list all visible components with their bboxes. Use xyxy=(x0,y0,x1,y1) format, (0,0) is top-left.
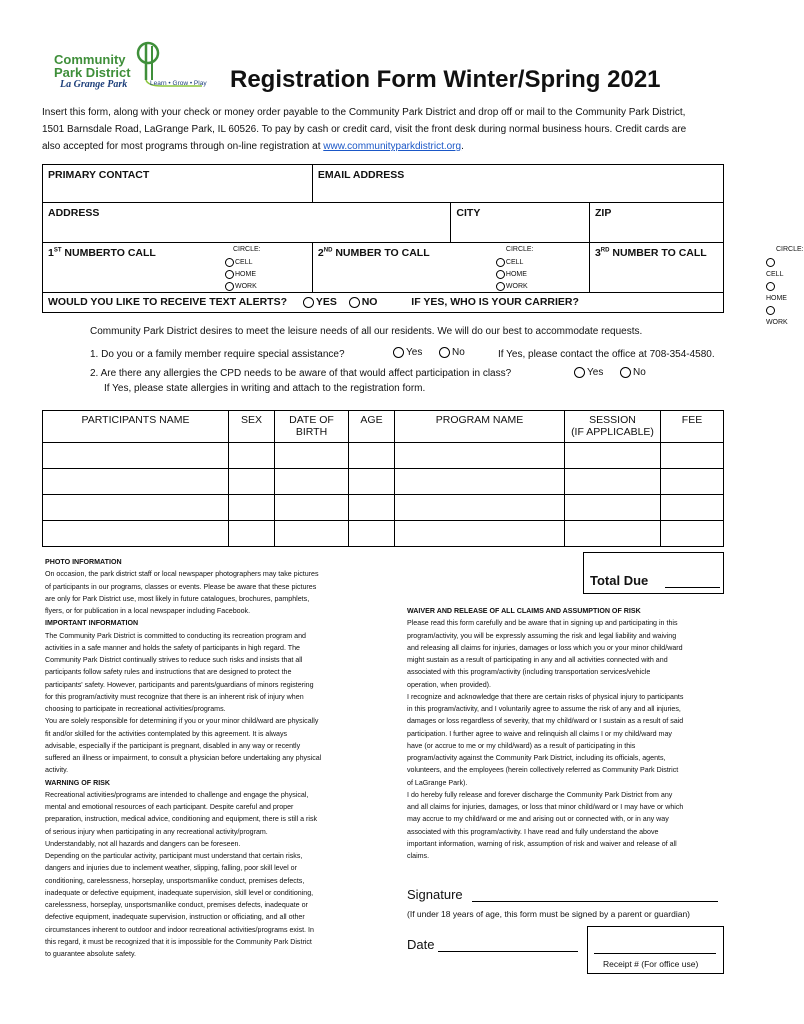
waiver-column xyxy=(407,605,727,862)
text-line: advisable, especially if the participant is pregnant, disabled in any way or recently xyxy=(45,741,301,750)
text-line: program/activity, you will be expressly assuming the risk and legal liability and waiving xyxy=(407,631,677,640)
number-3-sup: RD xyxy=(600,247,610,254)
text-alerts-no[interactable] xyxy=(349,296,378,308)
col-age: AGE xyxy=(349,411,395,443)
table-cell[interactable] xyxy=(43,469,229,495)
number-2-label: 2ND NUMBER TO CALL xyxy=(317,247,430,259)
form-title: Registration Form Winter/Spring 2021 xyxy=(230,66,661,93)
cell-option-3[interactable] xyxy=(766,257,788,281)
intro-line-3-suffix: . xyxy=(461,141,464,152)
session-line-2: (IF APPLICABLE) xyxy=(571,426,654,438)
work-label: WORK xyxy=(235,283,257,290)
participants-header-row xyxy=(43,411,724,443)
number-3-field[interactable] xyxy=(589,243,804,326)
receipt-field[interactable] xyxy=(594,953,716,954)
text-alerts-row xyxy=(43,293,724,313)
no-label: No xyxy=(633,367,646,379)
primary-contact-field[interactable] xyxy=(43,165,313,203)
text-line: Community Park District continually strives to reduce such risks and insists that all xyxy=(45,656,303,664)
table-row xyxy=(43,521,724,547)
radio-circle-icon xyxy=(225,258,234,267)
col-program-name: PROGRAM NAME xyxy=(395,411,565,443)
radio-circle-icon xyxy=(496,258,505,267)
table-cell[interactable] xyxy=(395,495,565,521)
table-cell[interactable] xyxy=(229,443,275,469)
cell-option-1[interactable] xyxy=(225,257,257,269)
text-line: associated with this program/activity (including transportation services/vehicle xyxy=(407,668,651,677)
text-line: of serious injury when participating in any recreational activity/program. xyxy=(45,827,268,836)
information-column xyxy=(45,556,375,960)
text-line: are only for Park District use, most likely in future catalogues, brochures, pamphlets, xyxy=(45,594,310,603)
total-due-field[interactable] xyxy=(665,587,720,588)
text-line: may accrue to my child/ward or me and arising out or connected with, or in any way xyxy=(407,815,669,824)
text-line: inadequate or defective equipment, inadequate supervision, skill level or conditioning, xyxy=(45,888,314,897)
table-cell[interactable] xyxy=(275,469,349,495)
date-field[interactable] xyxy=(438,951,578,952)
question-2: 2. Are there any allergies the CPD needs to be aware of that would affect participation in class? xyxy=(90,368,512,379)
text-line: mental and emotional resources of each participant. Despite careful and proper xyxy=(45,803,294,811)
total-due-label: Total Due xyxy=(590,573,649,588)
table-cell[interactable] xyxy=(565,443,661,469)
table-cell[interactable] xyxy=(661,521,724,547)
home-option-2[interactable] xyxy=(496,269,528,281)
number-2-rest: NUMBER TO CALL xyxy=(332,247,430,259)
home-label: HOME xyxy=(505,271,527,278)
table-cell[interactable] xyxy=(349,521,395,547)
radio-circle-icon xyxy=(303,297,314,308)
text-alerts-label: WOULD YOU LIKE TO RECEIVE TEXT ALERTS? xyxy=(48,296,287,308)
intro-line-1: Insert this form, along with your check or money order payable to the Community Park District and drop off or mail to the Community Park District, xyxy=(42,107,686,118)
q2-note: If Yes, please state allergies in writing and attach to the registration form. xyxy=(104,383,426,394)
table-cell[interactable] xyxy=(43,443,229,469)
radio-circle-icon xyxy=(766,282,775,291)
important-heading: IMPORTANT INFORMATION xyxy=(45,619,139,628)
col-sex: SEX xyxy=(229,411,275,443)
radio-circle-icon xyxy=(225,270,234,279)
number-1-rest: NUMBERTO CALL xyxy=(61,247,156,259)
table-cell[interactable] xyxy=(661,469,724,495)
table-cell[interactable] xyxy=(395,469,565,495)
intro-line-3-prefix: also accepted for most programs through on-line registration at xyxy=(42,141,324,152)
zip-field[interactable] xyxy=(590,203,724,243)
number-1-field[interactable] xyxy=(43,243,313,293)
text-line: Depending on the particular activity, participant must understand that certain risks, xyxy=(45,852,303,860)
no-label: No xyxy=(452,347,465,359)
text-line: conditioning, carelessness, horseplay, unsportsmanlike conduct, premises defects, xyxy=(45,876,305,885)
home-label: HOME xyxy=(765,295,787,302)
text-alerts-yes[interactable] xyxy=(303,296,337,308)
radio-circle-icon xyxy=(766,306,775,315)
text-line: and all claims for injuries, damages, or loss that minor child/ward or I may have or which xyxy=(407,803,684,811)
website-link[interactable]: www.communityparkdistrict.org xyxy=(323,141,462,152)
receipt-label: Receipt # (For office use) xyxy=(603,959,699,969)
logo-tagline: Learn • Grow • Play xyxy=(150,80,207,87)
table-cell[interactable] xyxy=(43,495,229,521)
warning-heading: WARNING OF RISK xyxy=(45,778,111,787)
table-row xyxy=(43,495,724,521)
col-dob xyxy=(275,411,349,443)
text-line: important information, warning of risk, assumption of risk and waiver and release of all xyxy=(407,839,677,848)
work-label: WORK xyxy=(505,283,528,290)
session-line-1: SESSION xyxy=(589,414,636,426)
date-label: Date xyxy=(407,937,435,952)
text-line: damages or loss regardless of severity, that my child/ward or I sustain as a result of said xyxy=(407,717,684,726)
question-1: 1. Do you or a family member require special assistance? xyxy=(90,349,345,360)
text-line: I do hereby fully release and forever discharge the Community Park District from any xyxy=(407,790,673,799)
zip-label: ZIP xyxy=(595,207,612,219)
leisure-needs-statement: Community Park District desires to meet the leisure needs of all our residents. We will do our best to accommodate requests. xyxy=(90,326,643,337)
table-row xyxy=(43,443,724,469)
text-line: On occasion, the park district staff or local newspaper photographers may take pictures xyxy=(45,570,319,579)
q2-no-option[interactable] xyxy=(620,367,646,378)
text-line: activity. xyxy=(45,766,69,775)
no-label: NO xyxy=(361,296,378,308)
text-line: operation, when provided). xyxy=(407,680,491,689)
radio-circle-icon xyxy=(393,347,404,358)
radio-circle-icon xyxy=(439,347,450,358)
table-cell[interactable] xyxy=(229,495,275,521)
text-line: suffered an illness or impairment, to consult a physician before undertaking any physical xyxy=(45,754,322,762)
email-field[interactable] xyxy=(312,165,723,203)
text-line: The Community Park District is committed to conducting its recreation program and xyxy=(45,631,306,640)
text-line: Understandably, not all hazards and dangers can be foreseen. xyxy=(45,839,241,848)
address-field[interactable] xyxy=(43,203,451,243)
table-cell[interactable] xyxy=(395,521,565,547)
text-line: program/activity against the Community Park District, including its officials, agents, xyxy=(407,754,666,762)
text-line: in this program/activity, and I voluntarily agree to assume the risk of any and all injuries, xyxy=(407,705,681,713)
text-line: defective equipment, inadequate supervision, instruction or officiating, and all other xyxy=(45,913,305,922)
text-line: I recognize and acknowledge that there are certain risks of physical injury to participants xyxy=(407,692,684,701)
table-cell[interactable] xyxy=(349,495,395,521)
logo-line3: La Grange Park xyxy=(60,79,128,90)
radio-circle-icon xyxy=(620,367,631,378)
home-option-1[interactable] xyxy=(225,269,257,281)
text-line: Recreational activities/programs are intended to challenge and engage the physical, xyxy=(45,790,309,799)
signature-label: Signature xyxy=(407,887,463,902)
col-fee: FEE xyxy=(661,411,724,443)
table-cell[interactable] xyxy=(349,443,395,469)
contact-table xyxy=(42,164,804,326)
q1-yes-option[interactable] xyxy=(393,347,422,358)
text-line: flyers, or for publication in a local newspaper including Facebook. xyxy=(45,607,251,615)
circle-label-3: CIRCLE: xyxy=(775,246,804,253)
table-row xyxy=(43,469,724,495)
photo-heading: PHOTO INFORMATION xyxy=(45,558,122,566)
text-line: participants' safety. However, participants and parents/guardians of minors registering xyxy=(45,680,314,689)
waiver-heading: WAIVER AND RELEASE OF ALL CLAIMS AND ASSUMPTION OF RISK xyxy=(407,607,641,615)
text-line: dangers and injuries due to inclement weather, slipping, falling, poor skill level or xyxy=(45,864,297,873)
home-label: HOME xyxy=(235,271,256,278)
q1-note: If Yes, please contact the office at 708-354-4580. xyxy=(498,349,715,360)
logo-line2: Park District xyxy=(54,65,131,80)
table-cell[interactable] xyxy=(43,521,229,547)
text-line: might sustain as a result of participating in any and all activities connected with and xyxy=(407,656,668,664)
number-3-label: 3RD NUMBER TO CALL xyxy=(594,247,707,259)
cell-option-2[interactable] xyxy=(496,257,528,269)
table-cell[interactable] xyxy=(565,469,661,495)
text-line: claims. xyxy=(407,852,430,860)
text-line: for this program/activity must recognize that there is an inherent risk of injury when xyxy=(45,692,304,701)
yes-label: Yes xyxy=(587,367,604,379)
number-3-rest: NUMBER TO CALL xyxy=(609,247,707,259)
text-line: to guarantee absolute safety. xyxy=(45,950,136,958)
circle-label-2: CIRCLE: xyxy=(505,246,534,253)
yes-label: Yes xyxy=(406,347,423,359)
text-line: of participants in our programs, classes or events. Please be aware that these pictures xyxy=(45,582,317,591)
col-participants-name: PARTICIPANTS NAME xyxy=(43,411,229,443)
table-cell[interactable] xyxy=(229,469,275,495)
table-cell[interactable] xyxy=(395,443,565,469)
text-line: You are solely responsible for determining if you or your minor child/ward are physically xyxy=(45,717,319,726)
cell-label: CELL xyxy=(235,259,253,266)
work-option-3[interactable] xyxy=(766,305,788,329)
intro-text xyxy=(42,104,742,155)
radio-circle-icon xyxy=(766,258,775,267)
table-cell[interactable] xyxy=(349,469,395,495)
yes-label: YES xyxy=(315,296,337,308)
radio-circle-icon xyxy=(225,282,234,291)
city-field[interactable] xyxy=(451,203,590,243)
text-line: and releasing all claims for injuries, damages or loss which you or your minor child/ward xyxy=(407,643,683,652)
table-cell[interactable] xyxy=(661,495,724,521)
text-line: fit and/or skilled for the activities contemplated by this agreement. It is always xyxy=(45,729,288,738)
logo-line1: Community xyxy=(54,52,126,67)
text-line: circumstances inherent to outdoor and indoor recreational activities/programs exist. In xyxy=(45,925,314,934)
circle-label-1: CIRCLE: xyxy=(233,246,261,253)
q2-yes-option[interactable] xyxy=(574,367,603,378)
number-2-field[interactable] xyxy=(312,243,589,293)
number-2-sup: ND xyxy=(323,247,333,254)
work-option-1[interactable] xyxy=(225,281,257,293)
text-line: participants follow safety rules and instructions that are designed to protect the xyxy=(45,668,292,677)
col-session xyxy=(565,411,661,443)
dob-line-1: DATE OF xyxy=(289,414,334,426)
text-line: Please read this form carefully and be aware that in signing up and participating in this xyxy=(407,619,678,628)
table-cell[interactable] xyxy=(661,443,724,469)
text-line: carelessness, horseplay, unsportsmanlike conduct, premises defects, inadequate or xyxy=(45,901,308,909)
radio-circle-icon xyxy=(349,297,360,308)
text-line: have (or accrue to me or my child/ward) as a result of participating in this xyxy=(407,741,636,750)
dob-line-2: BIRTH xyxy=(295,426,328,438)
cell-label: CELL xyxy=(765,271,784,278)
table-cell[interactable] xyxy=(275,495,349,521)
work-label: WORK xyxy=(765,319,788,326)
cell-label: CELL xyxy=(505,259,524,266)
park-district-logo xyxy=(52,40,222,98)
number-1-label: 1ST NUMBERTO CALL xyxy=(48,247,156,259)
participants-table xyxy=(42,410,724,547)
signature-field[interactable] xyxy=(472,901,718,902)
work-option-2[interactable] xyxy=(496,281,528,293)
text-line: participation. I further agree to waive and relinquish all claims I or my child/ward may xyxy=(407,729,672,738)
text-line: preparation, instruction, medical advice, conditioning and equipment, there is still a risk xyxy=(45,815,318,824)
number-1-sup: ST xyxy=(53,247,62,254)
table-cell[interactable] xyxy=(229,521,275,547)
primary-contact-label: PRIMARY CONTACT xyxy=(48,169,150,181)
table-cell[interactable] xyxy=(565,495,661,521)
text-line: associated with this program/activity. I have read and fully understand the above xyxy=(407,827,659,836)
city-label: CITY xyxy=(456,207,481,219)
q1-no-option[interactable] xyxy=(439,347,465,358)
address-label: ADDRESS xyxy=(48,207,100,219)
table-cell[interactable] xyxy=(565,521,661,547)
intro-line-2: 1501 Barnsdale Road, LaGrange Park, IL 60526. To pay by cash or credit card, visit the front desk during normal business hours. Credit cards are xyxy=(42,124,687,135)
radio-circle-icon xyxy=(496,270,505,279)
carrier-label: IF YES, WHO IS YOUR CARRIER? xyxy=(411,296,579,308)
table-cell[interactable] xyxy=(275,521,349,547)
intro-line-3 xyxy=(42,138,742,155)
signature-note: (If under 18 years of age, this form must be signed by a parent or guardian) xyxy=(407,909,691,919)
email-label: EMAIL ADDRESS xyxy=(317,169,405,181)
radio-circle-icon xyxy=(574,367,585,378)
text-line: of LaGrange Park). xyxy=(407,778,468,787)
text-line: activities in a safe manner and holds the safety of participants in high regard. The xyxy=(45,643,300,652)
text-line: this regard, it must be recognized that it is impossible for the Community Park District xyxy=(45,937,312,946)
radio-circle-icon xyxy=(496,282,505,291)
table-cell[interactable] xyxy=(275,443,349,469)
home-option-3[interactable] xyxy=(766,281,788,305)
text-line: volunteers, and the employees (herein collectively referred as Community Park District xyxy=(407,766,679,775)
text-line: choosing to participate in recreational activities/programs. xyxy=(45,705,226,713)
